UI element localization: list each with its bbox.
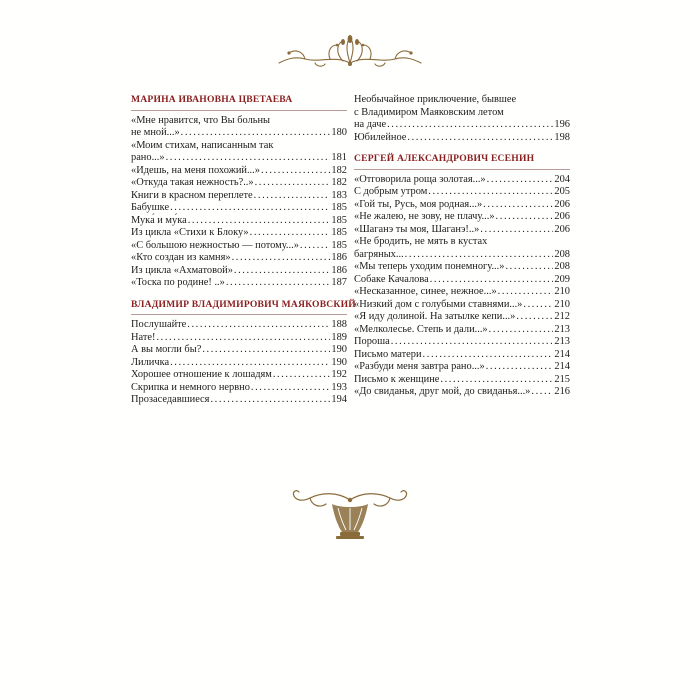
toc-entry[interactable] xyxy=(354,361,570,374)
entry-title: «Несказанное, синее, нежное...» xyxy=(354,286,497,297)
entry-title: Из цикла «Ахматовой» xyxy=(131,264,233,276)
toc-entry[interactable] xyxy=(354,311,570,324)
entry-title: Юбилейное xyxy=(354,131,407,143)
entry-title: «До свиданья, друг мой, до свиданья...» xyxy=(354,386,531,397)
entry-title: «Гой ты, Русь, моя родная...» xyxy=(354,198,483,210)
toc-entry[interactable] xyxy=(131,332,347,345)
entry-title: С добрым утром xyxy=(354,186,428,197)
entry-title-line: с Владимиром Маяковским летом xyxy=(354,106,504,118)
toc-entry[interactable] xyxy=(354,199,570,212)
page-number: 185 xyxy=(331,227,347,238)
page-number: 213 xyxy=(554,336,570,347)
toc-entry[interactable] xyxy=(354,211,570,224)
toc-entry[interactable] xyxy=(354,374,570,387)
toc-entry[interactable] xyxy=(131,394,347,407)
entry-title: Лиличка xyxy=(131,356,170,368)
toc-entry[interactable] xyxy=(354,386,570,399)
page-number: 189 xyxy=(331,331,347,343)
page-number: 181 xyxy=(331,152,347,163)
page-number: 209 xyxy=(554,273,570,285)
page-number: 188 xyxy=(331,319,347,330)
toc-entry[interactable] xyxy=(131,165,347,178)
page-number: 190 xyxy=(331,356,347,368)
page-number: 215 xyxy=(554,373,570,385)
page-number: 204 xyxy=(554,173,570,185)
entry-title-line: «Мне нравится, что Вы больны xyxy=(131,114,271,126)
entry-title: «Отговорила роща золотая...» xyxy=(354,173,486,185)
toc-entry[interactable] xyxy=(354,286,570,299)
entry-title: «Не жалею, не зову, не плачу...» xyxy=(354,211,495,222)
page-number: 212 xyxy=(554,311,570,322)
entry-title: «Шаганэ ты моя, Шаганэ!..» xyxy=(354,223,480,235)
toc-left-column xyxy=(131,94,356,407)
toc-entry[interactable] xyxy=(354,174,570,187)
entry-title: «Я иду долиной. На затылке кепи...» xyxy=(354,311,516,322)
author-heading: ВЛАДИМИР ВЛАДИМИРОВИЧ МАЯКОВСКИЙ xyxy=(131,299,347,316)
entry-title: «Кто создан из камня» xyxy=(131,252,231,263)
toc-entry[interactable] xyxy=(354,261,570,274)
entry-title: «Тоска по родине! ..» xyxy=(131,277,225,288)
toc-entry[interactable] xyxy=(354,324,570,337)
page-number: 186 xyxy=(331,264,347,276)
entry-title: Скрипка и немного нервно xyxy=(131,381,250,393)
toc-entry[interactable] xyxy=(131,215,347,228)
toc-entry[interactable] xyxy=(354,299,570,312)
page-number: 193 xyxy=(331,381,347,393)
toc-entry[interactable] xyxy=(131,115,347,140)
toc-entry[interactable] xyxy=(131,227,347,240)
entry-title: Послушайте xyxy=(131,319,187,330)
toc-entry[interactable] xyxy=(131,140,347,165)
entry-title: «Мелколесье. Степь и дали...» xyxy=(354,323,488,335)
page-number: 206 xyxy=(554,223,570,235)
entry-title: не мной...» xyxy=(131,127,180,138)
toc-entry[interactable] xyxy=(354,224,570,237)
toc-entry[interactable] xyxy=(354,236,570,261)
page-number: 205 xyxy=(554,186,570,197)
entry-title: Прозаседавшиеся xyxy=(131,394,210,405)
page-number: 210 xyxy=(554,286,570,297)
toc-entry[interactable] xyxy=(131,265,347,278)
page-number: 185 xyxy=(331,239,347,251)
entry-title: Нате! xyxy=(131,331,156,343)
page-number: 216 xyxy=(554,386,570,397)
entry-title: «С большою нежностью — потому...» xyxy=(131,239,299,251)
page-number: 214 xyxy=(554,361,570,372)
page-number: 185 xyxy=(331,214,347,226)
page-number: 196 xyxy=(554,119,570,130)
floral-ornament-icon xyxy=(275,33,425,75)
entry-title: «Мы теперь уходим понемногу...» xyxy=(354,261,505,272)
entry-title: на даче xyxy=(354,119,387,130)
page-number: 182 xyxy=(331,164,347,176)
page-number: 208 xyxy=(554,261,570,272)
toc-entry[interactable] xyxy=(131,177,347,190)
entry-title-line: Необычайное приключение, бывшее xyxy=(354,94,517,105)
entry-title: Пороша xyxy=(354,336,390,347)
page-number: 208 xyxy=(554,248,570,260)
toc-entry[interactable] xyxy=(354,94,570,132)
toc-right-column xyxy=(354,94,570,399)
toc-entry[interactable] xyxy=(354,336,570,349)
toc-entry[interactable] xyxy=(131,357,347,370)
entry-title: «Идешь, на меня похожий...» xyxy=(131,164,260,176)
toc-entry[interactable] xyxy=(354,349,570,362)
page-number: 186 xyxy=(331,252,347,263)
entry-title: Бабушке xyxy=(131,202,170,213)
entry-title: Мука́ и му́ка xyxy=(131,214,187,226)
page-number: 213 xyxy=(554,323,570,335)
page-number: 214 xyxy=(554,348,570,360)
toc-entry[interactable] xyxy=(131,277,347,290)
entry-title: «Низкий дом с голубыми ставнями...» xyxy=(354,298,523,310)
toc-entry[interactable] xyxy=(131,369,347,382)
entry-title: Книги в красном переплете xyxy=(131,189,253,201)
vase-ornament-icon xyxy=(290,486,410,542)
toc-entry[interactable] xyxy=(131,382,347,395)
toc-entry[interactable] xyxy=(354,186,570,199)
entry-title: «Откуда такая нежность?..» xyxy=(131,177,254,188)
toc-entry[interactable] xyxy=(131,344,347,357)
page-number: 210 xyxy=(554,298,570,310)
page-number: 206 xyxy=(554,198,570,210)
page-number: 185 xyxy=(331,202,347,213)
page-number: 192 xyxy=(331,369,347,380)
toc-entry[interactable] xyxy=(131,252,347,265)
toc-entry[interactable] xyxy=(131,190,347,203)
page-number: 187 xyxy=(331,277,347,288)
entry-title: Письмо к женщине xyxy=(354,373,440,385)
toc-entry[interactable] xyxy=(354,132,570,145)
page-number: 183 xyxy=(331,189,347,201)
entry-title-line: «Моим стихам, написанным так xyxy=(131,139,274,151)
entry-title: Хорошее отношение к лошадям xyxy=(131,369,272,380)
page-number: 198 xyxy=(554,131,570,143)
toc-entry[interactable] xyxy=(354,274,570,287)
author-heading: МАРИНА ИВАНОВНА ЦВЕТАЕВА xyxy=(131,94,347,111)
entry-title: А вы могли бы? xyxy=(131,344,202,355)
entry-title: багряных... xyxy=(354,248,404,260)
entry-title: рано...» xyxy=(131,152,165,163)
toc-entry[interactable] xyxy=(131,240,347,253)
entry-title: «Разбуди меня завтра рано...» xyxy=(354,361,485,372)
page-number: 206 xyxy=(554,211,570,222)
toc-entry[interactable] xyxy=(131,319,347,332)
page-number: 190 xyxy=(331,344,347,355)
entry-title-line: «Не бродить, не мять в кустах xyxy=(354,236,488,247)
page-number: 180 xyxy=(331,127,347,138)
entry-title: Письмо матери xyxy=(354,348,422,360)
author-heading: СЕРГЕЙ АЛЕКСАНДРОВИЧ ЕСЕНИН xyxy=(354,153,570,170)
entry-title: Собаке Качалова xyxy=(354,273,429,285)
toc-entry[interactable] xyxy=(131,202,347,215)
page-number: 194 xyxy=(331,394,347,405)
entry-title: Из цикла «Стихи к Блоку» xyxy=(131,227,249,238)
page-number: 182 xyxy=(331,177,347,188)
